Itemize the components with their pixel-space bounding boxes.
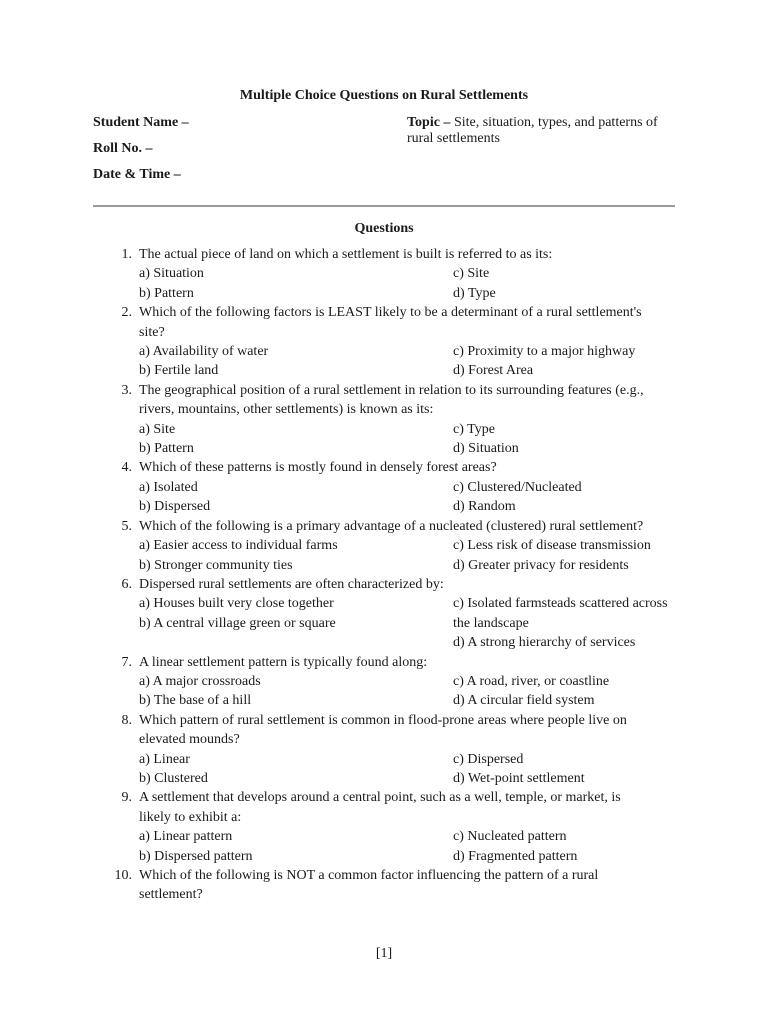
option-b: b) Pattern xyxy=(139,441,194,457)
question-number: 2. xyxy=(121,305,132,321)
question-item xyxy=(0,517,768,575)
option-b: b) Clustered xyxy=(139,770,208,786)
question-options xyxy=(139,478,679,517)
question-number: 4. xyxy=(121,460,132,476)
option-b: b) Pattern xyxy=(139,285,194,301)
option-d: d) Fragmented pattern xyxy=(453,848,578,864)
option-a: a) Availability of water xyxy=(139,344,269,360)
question-stem: Which of the following factors is LEAST likely to be a determinant of a rural settlement's site? xyxy=(139,305,642,340)
option-d: d) A circular field system xyxy=(453,693,595,709)
topic-label: Topic – xyxy=(407,115,451,130)
student-name-field: Student Name – xyxy=(93,115,189,130)
question-number: 9. xyxy=(121,790,132,806)
option-d: d) Wet-point settlement xyxy=(453,770,585,786)
question-number: 5. xyxy=(121,518,132,534)
option-a: a) Site xyxy=(139,421,176,437)
question-number: 6. xyxy=(121,576,132,592)
option-d: d) Greater privacy for residents xyxy=(453,557,629,573)
question-stem: Which pattern of rural settlement is common in flood-prone areas where people live on elevated mounds? xyxy=(139,712,627,748)
option-a: a) Isolated xyxy=(139,479,198,495)
question-item xyxy=(0,866,768,905)
option-b: b) The base of a hill xyxy=(139,693,252,709)
option-c: c) Clustered/Nucleated xyxy=(453,479,582,495)
question-stem: A linear settlement pattern is typically found along: xyxy=(139,654,428,670)
question-stem: Which of the following is NOT a common factor influencing the pattern of a rural settlement? xyxy=(139,868,599,903)
option-c: c) Site xyxy=(453,266,490,282)
question-number: 8. xyxy=(121,712,132,728)
option-a: a) Linear pattern xyxy=(139,829,233,845)
option-d: d) Type xyxy=(453,285,496,301)
date-time-field: Date & Time – xyxy=(93,167,181,182)
topic-field xyxy=(407,115,687,147)
question-stem: A settlement that develops around a central point, such as a well, temple, or market, is likely to exhibit a: xyxy=(139,790,621,825)
option-a: a) A major crossroads xyxy=(139,673,261,689)
option-b: b) Fertile land xyxy=(139,363,219,379)
question-number: 10. xyxy=(114,868,132,883)
option-c: c) Less risk of disease transmission xyxy=(453,538,651,554)
option-a: a) Houses built very close together xyxy=(139,596,334,612)
question-item xyxy=(0,653,768,711)
question-options xyxy=(139,342,679,381)
question-stem: Which of these patterns is mostly found in densely forest areas? xyxy=(139,460,497,476)
roll-no-field: Roll No. – xyxy=(93,141,153,156)
option-b: b) Stronger community ties xyxy=(139,557,293,573)
option-a: a) Easier access to individual farms xyxy=(139,538,338,554)
option-d: d) Situation xyxy=(453,441,519,457)
option-d: d) Random xyxy=(453,499,516,515)
question-item xyxy=(0,458,768,516)
question-list xyxy=(0,245,768,905)
question-options xyxy=(139,750,679,789)
question-options xyxy=(139,264,679,303)
question-item xyxy=(0,303,768,381)
question-stem: Dispersed rural settlements are often characterized by: xyxy=(139,576,444,592)
questions-heading: Questions xyxy=(354,221,414,236)
question-options xyxy=(139,420,679,459)
question-options xyxy=(139,827,679,866)
option-c: c) Type xyxy=(453,421,495,437)
option-a: a) Situation xyxy=(139,266,204,282)
question-number: 3. xyxy=(121,382,132,398)
question-item xyxy=(0,245,768,303)
question-options xyxy=(139,594,679,652)
option-c: c) A road, river, or coastline xyxy=(453,673,610,689)
question-item xyxy=(0,788,768,866)
option-b: b) Dispersed pattern xyxy=(139,848,253,864)
question-stem: Which of the following is a primary advantage of a nucleated (clustered) rural settlement? xyxy=(139,518,644,534)
option-b: b) Dispersed xyxy=(139,499,211,515)
question-options xyxy=(139,536,679,575)
option-a: a) Linear xyxy=(139,751,190,767)
question-stem: The actual piece of land on which a settlement is built is referred to as its: xyxy=(139,247,553,262)
question-stem: The geographical position of a rural settlement in relation to its surrounding features (e.g., rivers, mountains, other settlements) is known as its: xyxy=(139,382,644,418)
page-number: [1] xyxy=(375,946,393,961)
option-c: c) Dispersed xyxy=(453,751,524,767)
option-d: d) Forest Area xyxy=(453,363,534,379)
question-item xyxy=(0,381,768,459)
option-b: b) A central village green or square xyxy=(139,615,336,631)
question-item xyxy=(0,711,768,789)
option-d: d) A strong hierarchy of services xyxy=(453,635,636,651)
option-c: c) Proximity to a major highway xyxy=(453,344,636,360)
divider xyxy=(93,205,675,207)
question-number: 7. xyxy=(121,654,132,670)
option-c: c) Isolated farmsteads scattered across the landscape xyxy=(453,596,668,631)
page-title: Multiple Choice Questions on Rural Settlements xyxy=(239,88,529,103)
topic-value: Site, situation, types, and patterns of rural settlements xyxy=(407,115,658,146)
question-options xyxy=(139,672,679,711)
question-item xyxy=(0,575,768,653)
question-number: 1. xyxy=(121,247,132,262)
option-c: c) Nucleated pattern xyxy=(453,829,567,845)
